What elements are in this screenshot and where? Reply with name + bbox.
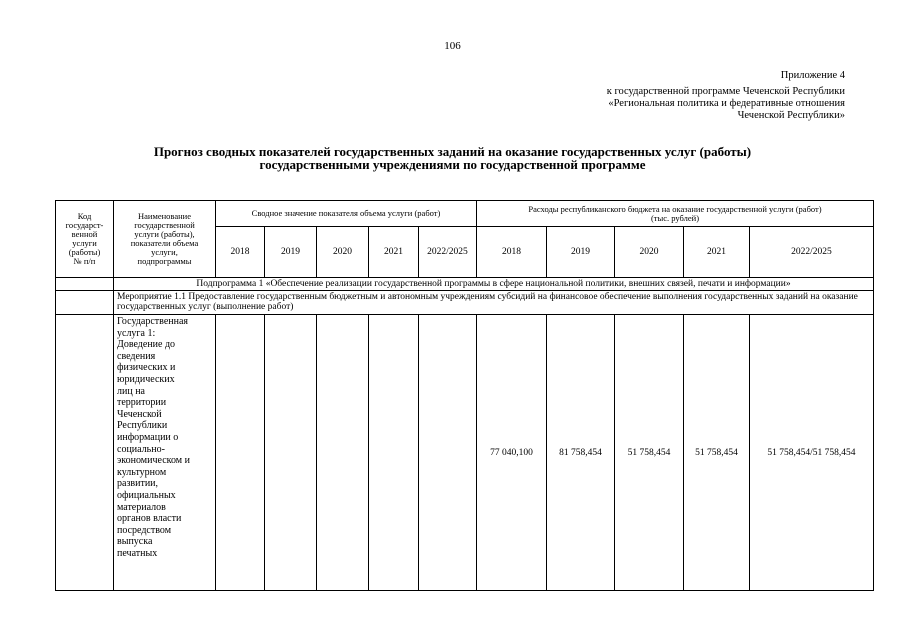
year-header: 2021 bbox=[684, 227, 750, 278]
header-expenses: Расходы республиканского бюджета на оказание государственной услуги (работ) (тыс. рублей) bbox=[477, 201, 874, 227]
header-row bbox=[56, 201, 874, 227]
forecast-table bbox=[55, 200, 874, 591]
volume-cell bbox=[419, 315, 477, 591]
expense-cell: 77 040,100 bbox=[477, 315, 547, 591]
year-header: 2020 bbox=[615, 227, 684, 278]
header-name: Наименование государственной услуги (работы), показатели объема услуги, подпрограммы bbox=[114, 201, 216, 278]
code-cell bbox=[56, 315, 114, 591]
expense-cell: 81 758,454 bbox=[547, 315, 615, 591]
measure-label: Мероприятие 1.1 Предоставление государственным бюджетным и автономным учреждениям субсидий на финансовое обеспечение выполнения государственных заданий на оказание государственных услуг (выполнение работ) bbox=[114, 291, 874, 315]
measure-row bbox=[56, 291, 874, 315]
header-volume: Сводное значение показателя объема услуги (работ) bbox=[216, 201, 477, 227]
appendix-line: Чеченской Республики» bbox=[737, 110, 845, 121]
appendix-title: Приложение 4 bbox=[780, 70, 845, 81]
appendix-line: «Региональная политика и федеративные отношения bbox=[608, 98, 845, 109]
document-title bbox=[0, 145, 905, 171]
code-cell bbox=[56, 278, 114, 291]
expense-cell: 51 758,454/51 758,454 bbox=[750, 315, 874, 591]
service-name: Государственная услуга 1: Доведение до сведения физических и юридических лиц на территории Чеченской Республики информации о социально- экономическом и культурном развитии, официальных материалов органов власти посредством выпуска печатных bbox=[114, 315, 216, 591]
subprogram-row bbox=[56, 278, 874, 291]
document-title-line: государственными учреждениями по государственной программе bbox=[259, 157, 646, 172]
appendix-block bbox=[607, 70, 845, 122]
header-code: Код государст- венной услуги (работы) № п/п bbox=[56, 201, 114, 278]
year-header: 2020 bbox=[317, 227, 369, 278]
volume-cell bbox=[216, 315, 265, 591]
volume-cell bbox=[265, 315, 317, 591]
year-header: 2019 bbox=[265, 227, 317, 278]
volume-cell bbox=[317, 315, 369, 591]
year-header: 2019 bbox=[547, 227, 615, 278]
service-row bbox=[56, 315, 874, 591]
appendix-line: к государственной программе Чеченской Республики bbox=[606, 86, 845, 97]
volume-cell bbox=[369, 315, 419, 591]
expense-cell: 51 758,454 bbox=[615, 315, 684, 591]
document-title-line: Прогноз сводных показателей государственных заданий на оказание государственных услуг (работы) bbox=[153, 144, 752, 159]
year-header: 2022/2025 bbox=[419, 227, 477, 278]
subprogram-label: Подпрограмма 1 «Обеспечение реализации государственной программы в сфере национальной политики, внешних связей, печати и информации» bbox=[114, 278, 874, 291]
year-header: 2018 bbox=[477, 227, 547, 278]
year-header: 2018 bbox=[216, 227, 265, 278]
page-number: 106 bbox=[444, 40, 461, 52]
expense-cell: 51 758,454 bbox=[684, 315, 750, 591]
code-cell bbox=[56, 291, 114, 315]
year-header: 2021 bbox=[369, 227, 419, 278]
year-header: 2022/2025 bbox=[750, 227, 874, 278]
